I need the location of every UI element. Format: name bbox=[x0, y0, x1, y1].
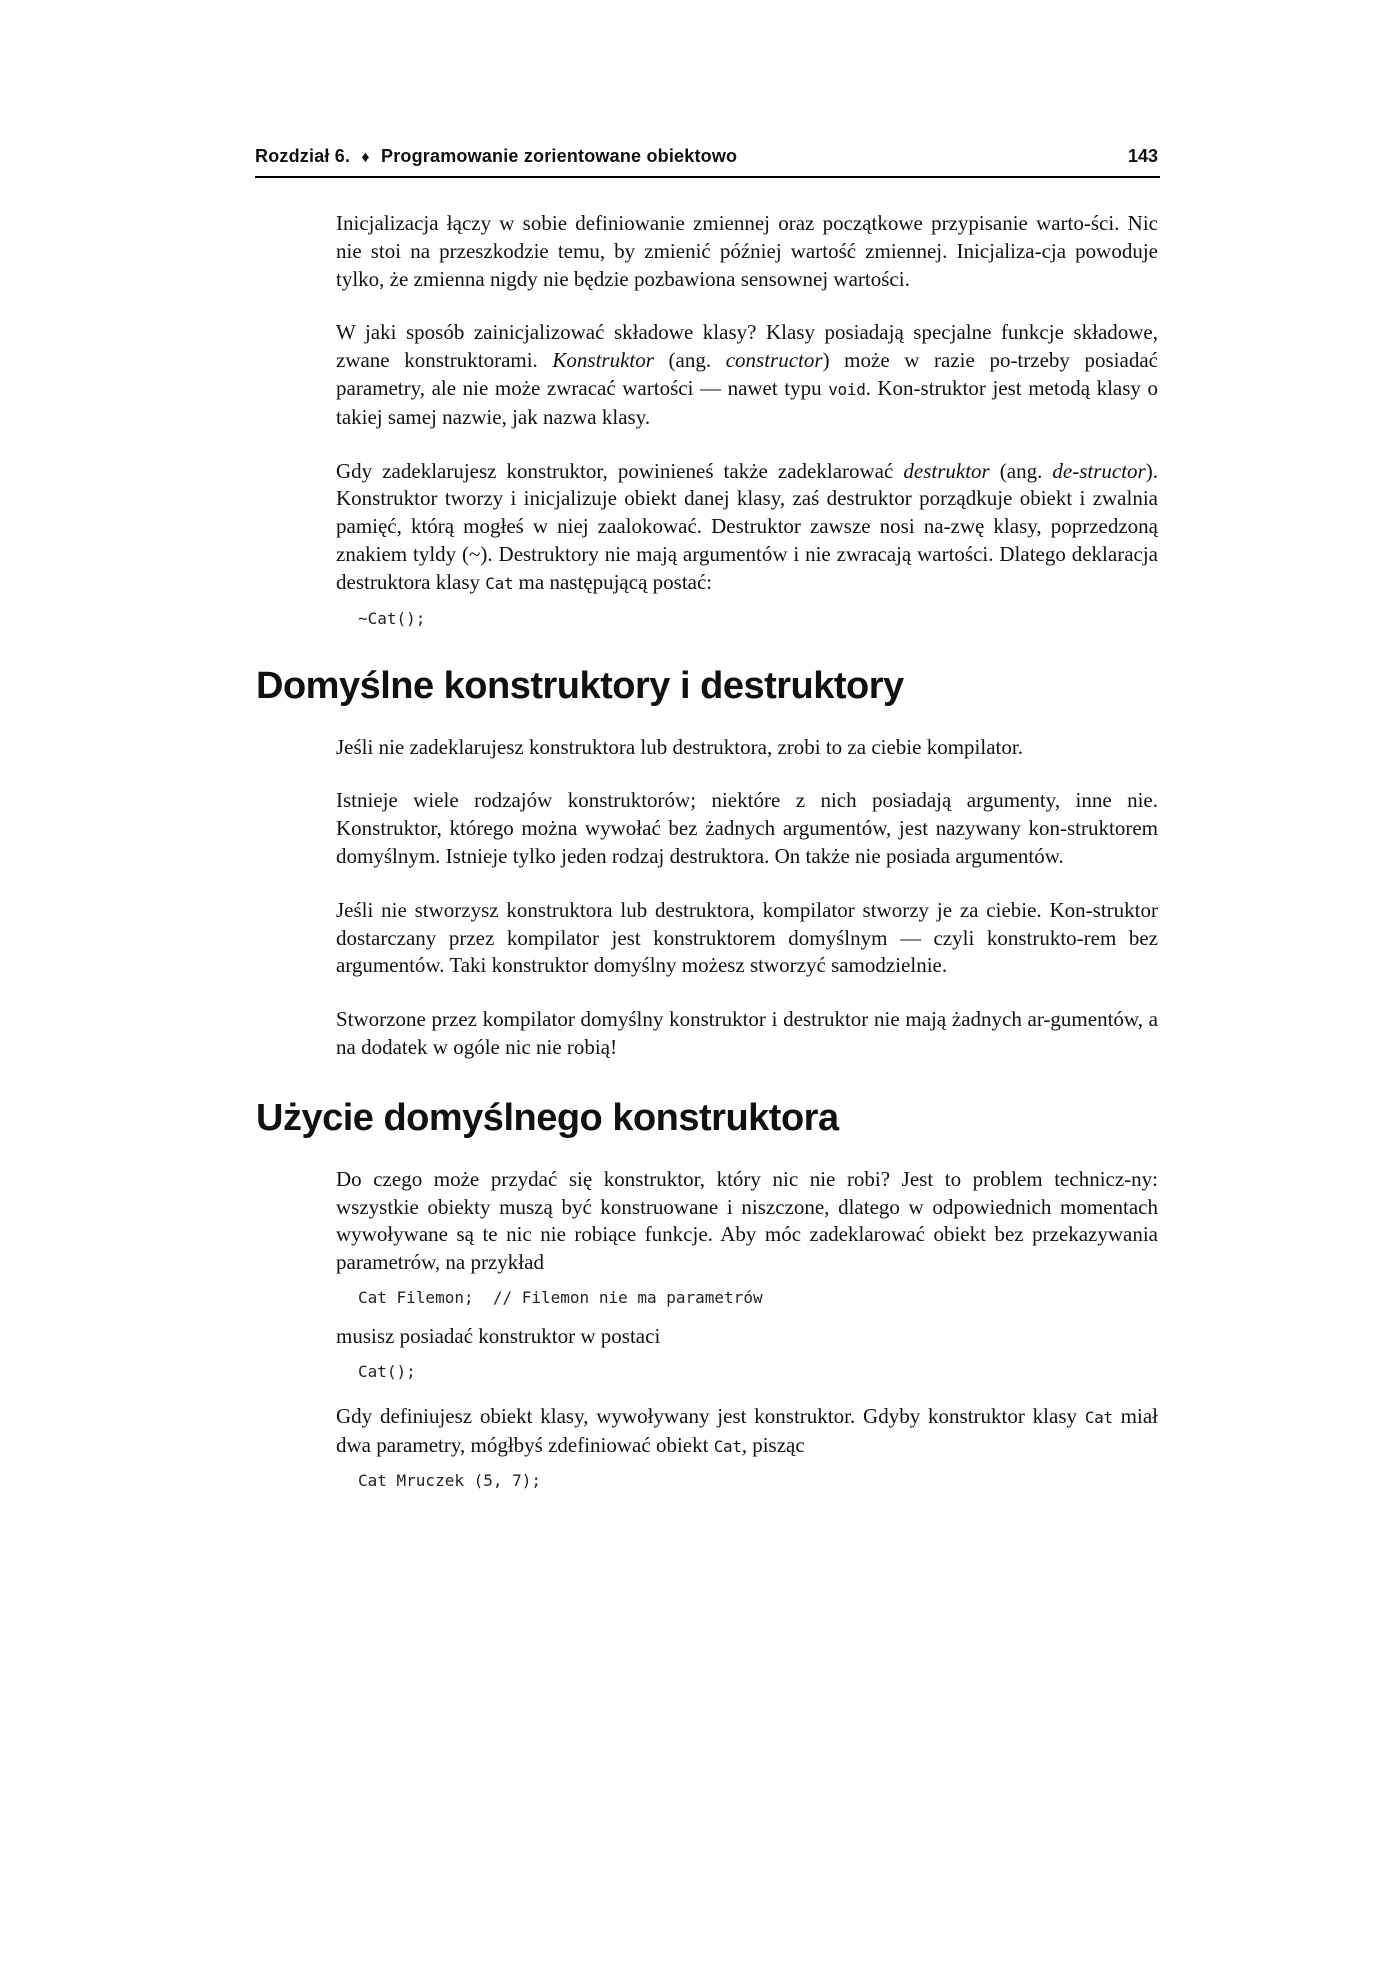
page-body bbox=[256, 210, 1158, 1512]
running-header bbox=[255, 146, 1160, 178]
header-section: Programowanie zorientowane obiektowo bbox=[381, 146, 738, 166]
paragraph-compiler-creates: Jeśli nie stworzysz konstruktora lub destruktora, kompilator stworzy je za ciebie. Kon-struktor dostarczany przez kompilator jest konstruktorem domyślnym — czyli konstrukto-rem bez argumentów. Taki konstruktor domyślny możesz stworzyć samodzielnie. bbox=[336, 897, 1158, 978]
text-span: (ang. bbox=[989, 458, 1053, 483]
inline-code: void bbox=[828, 379, 866, 399]
text-span: Gdy zadeklarujesz konstruktor, powinieneś także zadeklarować bbox=[336, 458, 904, 483]
text-span: Gdy definiujesz obiekt klasy, wywoływany jest konstruktor. Gdyby konstruktor klasy bbox=[336, 1403, 1085, 1428]
paragraph-defining-object bbox=[336, 1403, 1158, 1461]
inline-code: Cat bbox=[485, 573, 514, 593]
paragraph-destructors bbox=[336, 458, 1158, 598]
paragraph-constructors bbox=[336, 319, 1158, 431]
paragraph-constructor-kinds: Istnieje wiele rodzajów konstruktorów; niektóre z nich posiadają argumenty, inne nie. Konstruktor, którego można wywołać bez żadnych argumentów, jest nazywany kon-struktorem domyślnym. Istnieje tylko jeden rodzaj destruktora. On także nie posiada argumentów. bbox=[336, 788, 1158, 868]
text-span: W jaki sposób zainicjalizować składowe klasy? Klasy posiadają specjalne funkcje składowe, zwane konstruktorami. bbox=[336, 320, 1158, 373]
paragraph-why-constructor: Do czego może przydać się konstruktor, który nic nie robi? Jest to problem technicz-ny: wszystkie obiekty muszą być konstruowane i niszczone, dlatego w odpowiednich momentach wywoływane są te nic nie robiące funkcje. Aby móc zadeklarować obiekt bez przekazywania parametrów, na przykład bbox=[336, 1166, 1158, 1275]
section-heading-default-constructors: Domyślne konstruktory i destruktory bbox=[256, 664, 904, 707]
paragraph-must-have: musisz posiadać konstruktor w postaci bbox=[336, 1323, 661, 1348]
text-span: ma następującą postać: bbox=[513, 569, 713, 594]
inline-code: Cat bbox=[1084, 1407, 1113, 1427]
inline-code: Cat bbox=[713, 1436, 742, 1456]
page-number: 143 bbox=[1127, 146, 1158, 166]
text-span: miał dwa parametry, mógłbyś zdefiniować obiekt bbox=[336, 1403, 1158, 1457]
text-span: , pisząc bbox=[741, 1432, 805, 1457]
text-span: . Kon-struktor jest metodą klasy o takiej samej nazwie, jak nazwa klasy. bbox=[336, 375, 1158, 429]
text-span: ). Konstruktor tworzy i inicjalizuje obiekt danej klasy, zaś destruktor porządkuje obiekt i zwalnia pamięć, którą mogłeś w niej zaalokować. Destruktor zawsze nosi na-zwę klasy, poprzedzoną znakiem tyldy (~). Destruktory nie mają argumentów i nie zwracają wartości. Dlatego deklaracja destruktora klasy bbox=[336, 458, 1158, 594]
diamond-icon: ♦ bbox=[361, 149, 370, 166]
code-filemon: Cat Filemon; // Filemon nie ma parametrów bbox=[358, 1287, 763, 1307]
italic-term: destruktor bbox=[903, 458, 990, 483]
code-mruczek: Cat Mruczek (5, 7); bbox=[358, 1471, 542, 1491]
header-chapter: Rozdział 6. bbox=[255, 146, 351, 166]
text-span: (ang. bbox=[653, 348, 726, 373]
italic-term: constructor bbox=[725, 348, 823, 373]
paragraph-initialization: Inicjalizacja łączy w sobie definiowanie zmiennej oraz początkowe przypisanie warto-ści. Nic nie stoi na przeszkodzie temu, by zmienić później wartość zmiennej. Inicjaliza-cja powoduje tylko, że zmienna nigdy nie będzie pozbawiona sensownej wartości. bbox=[336, 211, 1158, 291]
paragraph-compiler-default: Jeśli nie zadeklarujesz konstruktora lub destruktora, zrobi to za ciebie kompilator. bbox=[336, 734, 1023, 759]
section-heading-using-default-constructor: Użycie domyślnego konstruktora bbox=[256, 1096, 839, 1139]
code-cat-constructor: Cat(); bbox=[358, 1361, 416, 1381]
paragraph-no-arguments: Stworzone przez kompilator domyślny konstruktor i destruktor nie mają żadnych ar-gumentów, a na dodatek w ogóle nic nie robią! bbox=[336, 1007, 1158, 1059]
text-span: ) może w razie po-trzeby posiadać parametry, ale nie może zwracać wartości — nawet typu bbox=[336, 348, 1158, 400]
header-chapter-title bbox=[255, 146, 737, 167]
italic-term: Konstruktor bbox=[552, 348, 654, 373]
italic-term: de-structor bbox=[1052, 458, 1146, 483]
code-destructor-declaration: ~Cat(); bbox=[358, 608, 426, 628]
